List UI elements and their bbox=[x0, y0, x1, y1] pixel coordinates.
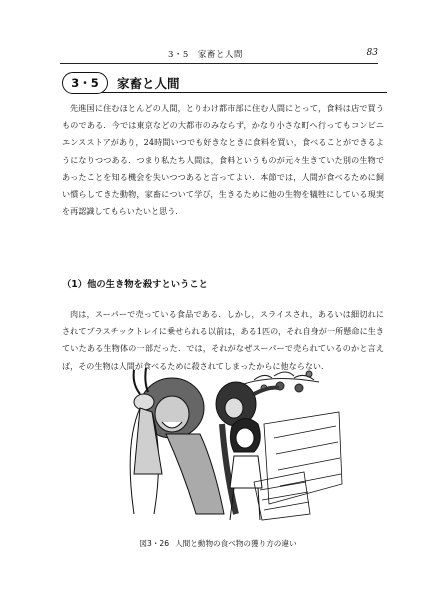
hunting-vs-shopping-illustration bbox=[104, 364, 344, 522]
figure-illustration bbox=[104, 364, 344, 522]
intro-paragraph: 先進国に住むほとんどの人間，とりわけ都市部に住む人間にとって，食料は店で買うものである．今では東京などの大都市のみならず，かなり小さな町へ行ってもコンビニエンスストアがあり，24時間いつでも好きなときに食料を買い，食べることができるようになりつつある．つまり私たち人間は，食料というものが元々生きていた別の生物であったことを知る機会を失いつつあると言ってよい．本節では，人間が食べるために飼い慣らしてきた動物，家畜について学び，生きるために他の生物を犠牲にしている現実を再認識してもらいたいと思う． bbox=[62, 103, 384, 217]
tree-branch-drawing bbox=[244, 371, 319, 392]
section-title: 家畜と人間 bbox=[117, 76, 180, 91]
running-head bbox=[0, 48, 436, 62]
figure-caption-text: 人間と動物の食べ物の獲り方の違い bbox=[175, 539, 297, 548]
intro-paragraph-block bbox=[62, 100, 384, 220]
running-head-section: 3・5 家畜と人間 bbox=[168, 50, 243, 60]
figure-caption bbox=[0, 538, 436, 549]
cart-and-shelves-drawing bbox=[254, 412, 342, 520]
body-paragraph: 肉は，スーパーで売っている食品である．しかし，スライスされ，あるいは細切れにされてプラスチックトレイに乗せられる以前は，ある1匹の，それ自身が一所懸命に生きていたある生物体の一部だった．では，それがなぜスーパーで売られているのかと言えば，その生物は人間が食べるために殺されてしまったからに他ならない． bbox=[62, 309, 384, 371]
header-rule bbox=[60, 63, 378, 64]
section-heading bbox=[62, 70, 382, 96]
subsection-heading: （1）他の生き物を殺すということ bbox=[62, 279, 208, 290]
section-number: 3・5 bbox=[62, 72, 108, 94]
figure-number: 図3・26 bbox=[139, 539, 170, 548]
page-number: 83 bbox=[366, 48, 378, 58]
